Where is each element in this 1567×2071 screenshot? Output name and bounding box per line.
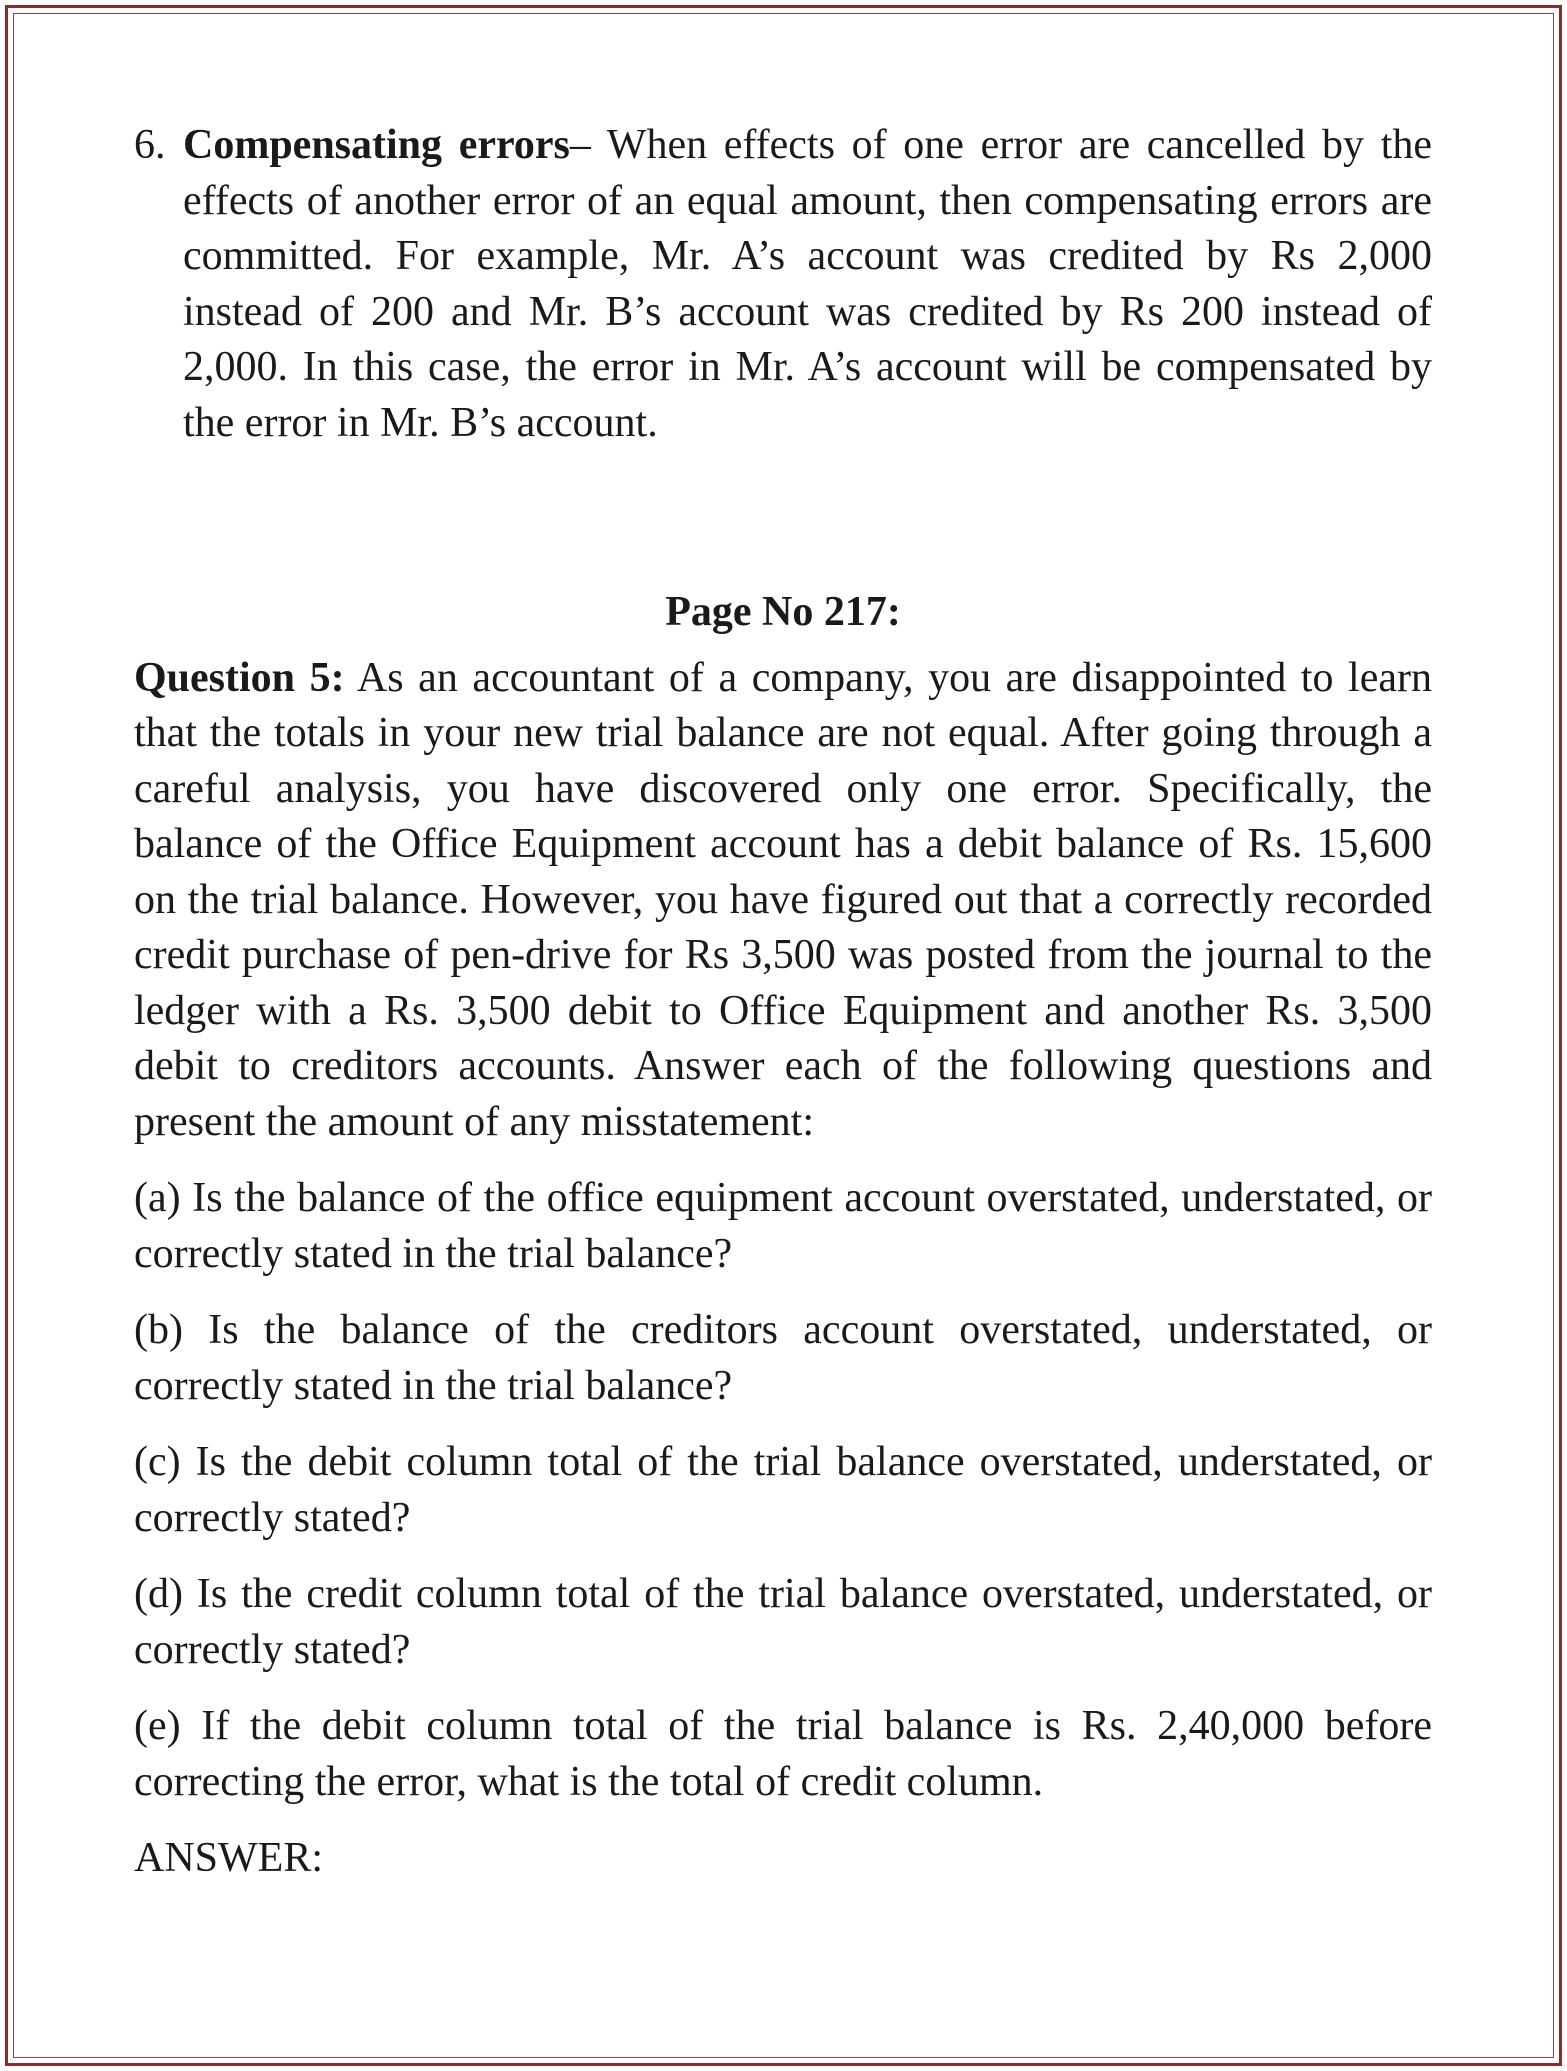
page-heading: Page No 217: (665, 589, 901, 635)
sub-question-c: (c) Is the debit column total of the trial balance overstated, understated, or correctly stated? (134, 1439, 1432, 1541)
sub-question-a: (a) Is the balance of the office equipment account overstated, understated, or correctly stated in the trial balance? (134, 1175, 1432, 1277)
question-text: As an accountant of a company, you are disappointed to learn that the totals in your new trial balance are not equal. After going through a careful analysis, you have discovered only one error. Specifically, the balance of the Office Equipment account has a debit balance of Rs. 15,600 on the trial balance. However, you have figured out that a correctly recorded credit purchase of pen-drive for Rs 3,500 was posted from the journal to the ledger with a Rs. 3,500 debit to Office Equipment and another Rs. 3,500 debit to creditors accounts. Answer each of the following questions and present the amount of any misstatement: (134, 654, 1432, 1145)
sub-question-d: (d) Is the credit column total of the trial balance overstated, understated, or correctly stated? (134, 1571, 1432, 1673)
list-item-compensating-errors (134, 118, 1432, 451)
term-dash: – (569, 122, 607, 168)
item-text: When effects of one error are cancelled by the effects of another error of an equal amount, then compensating errors are committed. For example, Mr. A’s account was credited by Rs 2,000 instead of 200 and Mr. B’s account was credited by Rs 200 instead of 2,000. In this case, the error in Mr. A’s account will be compensated by the error in Mr. B’s account. (183, 122, 1432, 446)
sub-question-e: (e) If the debit column total of the trial balance is Rs. 2,40,000 before correcting the error, what is the total of credit column. (134, 1703, 1432, 1805)
term-heading: Compensating errors (183, 122, 570, 168)
list-item-number: 6. (134, 122, 166, 168)
question-label: Question 5: (134, 654, 345, 701)
document-body (134, 118, 1432, 1887)
sub-question-b: (b) Is the balance of the creditors account overstated, understated, or correctly stated in the trial balance? (134, 1307, 1432, 1409)
question-paragraph (134, 651, 1432, 1151)
answer-label: ANSWER: (134, 1835, 323, 1881)
